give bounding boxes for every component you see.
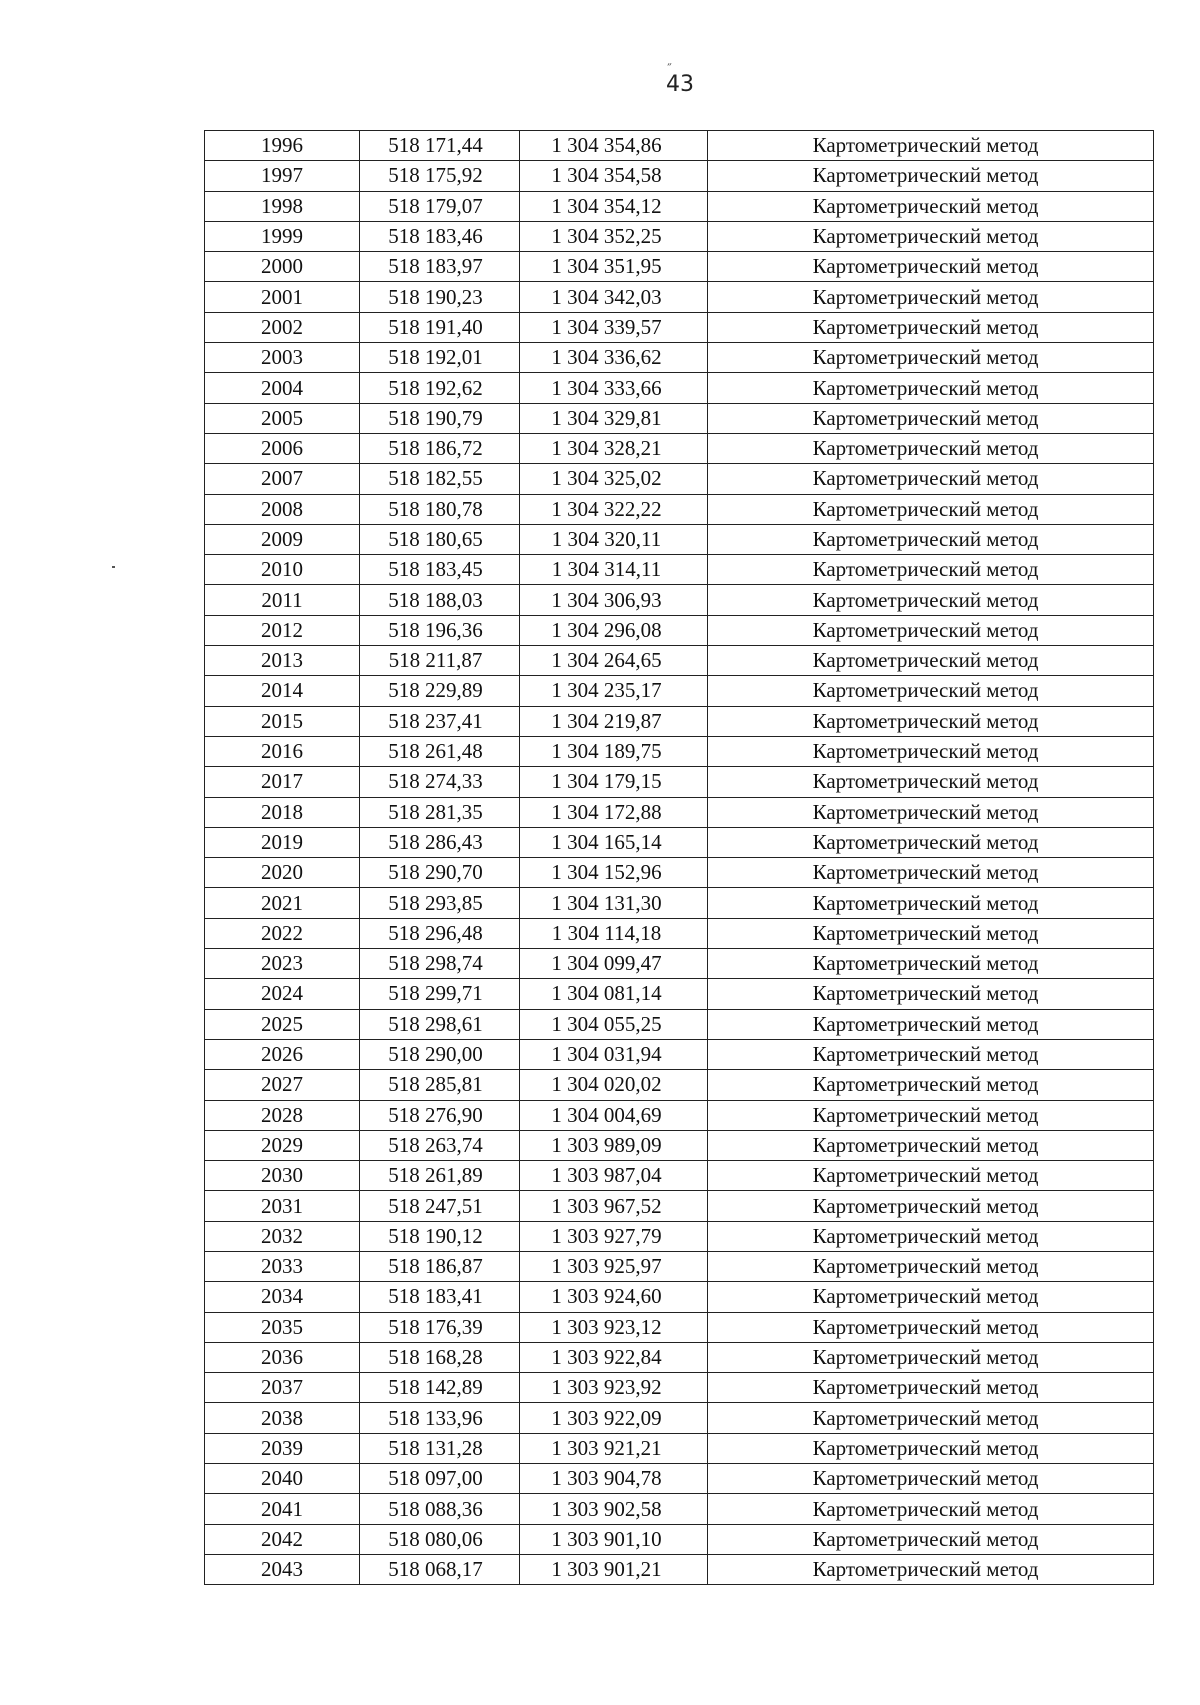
y-coordinate-cell: 1 303 901,21 bbox=[520, 1554, 708, 1584]
method-cell: Картометрический метод bbox=[708, 1009, 1154, 1039]
method-cell: Картометрический метод bbox=[708, 646, 1154, 676]
x-coordinate-cell: 518 142,89 bbox=[360, 1373, 520, 1403]
x-coordinate-cell: 518 237,41 bbox=[360, 706, 520, 736]
y-coordinate-cell: 1 304 020,02 bbox=[520, 1070, 708, 1100]
method-cell: Картометрический метод bbox=[708, 615, 1154, 645]
point-number-cell: 2012 bbox=[205, 615, 360, 645]
table-row bbox=[205, 1342, 1154, 1372]
method-cell: Картометрический метод bbox=[708, 858, 1154, 888]
point-number-cell: 2025 bbox=[205, 1009, 360, 1039]
x-coordinate-cell: 518 183,45 bbox=[360, 555, 520, 585]
table-row bbox=[205, 494, 1154, 524]
y-coordinate-cell: 1 304 354,58 bbox=[520, 161, 708, 191]
table-row bbox=[205, 979, 1154, 1009]
method-cell: Картометрический метод bbox=[708, 585, 1154, 615]
y-coordinate-cell: 1 304 031,94 bbox=[520, 1039, 708, 1069]
method-cell: Картометрический метод bbox=[708, 1251, 1154, 1281]
method-cell: Картометрический метод bbox=[708, 1161, 1154, 1191]
y-coordinate-cell: 1 304 172,88 bbox=[520, 797, 708, 827]
x-coordinate-cell: 518 274,33 bbox=[360, 767, 520, 797]
y-coordinate-cell: 1 304 235,17 bbox=[520, 676, 708, 706]
point-number-cell: 2023 bbox=[205, 949, 360, 979]
table-row bbox=[205, 1373, 1154, 1403]
point-number-cell: 2024 bbox=[205, 979, 360, 1009]
y-coordinate-cell: 1 304 055,25 bbox=[520, 1009, 708, 1039]
y-coordinate-cell: 1 303 967,52 bbox=[520, 1191, 708, 1221]
x-coordinate-cell: 518 190,79 bbox=[360, 403, 520, 433]
method-cell: Картометрический метод bbox=[708, 1282, 1154, 1312]
y-coordinate-cell: 1 303 922,09 bbox=[520, 1403, 708, 1433]
table-row bbox=[205, 949, 1154, 979]
x-coordinate-cell: 518 183,41 bbox=[360, 1282, 520, 1312]
method-cell: Картометрический метод bbox=[708, 1221, 1154, 1251]
point-number-cell: 2038 bbox=[205, 1403, 360, 1433]
table-row bbox=[205, 615, 1154, 645]
method-cell: Картометрический метод bbox=[708, 1494, 1154, 1524]
table-row bbox=[205, 1039, 1154, 1069]
method-cell: Картометрический метод bbox=[708, 1100, 1154, 1130]
method-cell: Картометрический метод bbox=[708, 736, 1154, 766]
method-cell: Картометрический метод bbox=[708, 524, 1154, 554]
table-row bbox=[205, 1282, 1154, 1312]
point-number-cell: 2026 bbox=[205, 1039, 360, 1069]
y-coordinate-cell: 1 304 114,18 bbox=[520, 918, 708, 948]
x-coordinate-cell: 518 182,55 bbox=[360, 464, 520, 494]
x-coordinate-cell: 518 188,03 bbox=[360, 585, 520, 615]
point-number-cell: 2042 bbox=[205, 1524, 360, 1554]
table-row bbox=[205, 1494, 1154, 1524]
table-row bbox=[205, 343, 1154, 373]
x-coordinate-cell: 518 298,74 bbox=[360, 949, 520, 979]
y-coordinate-cell: 1 303 925,97 bbox=[520, 1251, 708, 1281]
point-number-cell: 2006 bbox=[205, 433, 360, 463]
x-coordinate-cell: 518 179,07 bbox=[360, 191, 520, 221]
table-row bbox=[205, 282, 1154, 312]
method-cell: Картометрический метод bbox=[708, 191, 1154, 221]
point-number-cell: 2040 bbox=[205, 1464, 360, 1494]
x-coordinate-cell: 518 068,17 bbox=[360, 1554, 520, 1584]
y-coordinate-cell: 1 304 320,11 bbox=[520, 524, 708, 554]
y-coordinate-cell: 1 304 099,47 bbox=[520, 949, 708, 979]
table-row bbox=[205, 252, 1154, 282]
table-row bbox=[205, 888, 1154, 918]
y-coordinate-cell: 1 304 328,21 bbox=[520, 433, 708, 463]
coordinates-table-body bbox=[205, 131, 1154, 1585]
y-coordinate-cell: 1 303 922,84 bbox=[520, 1342, 708, 1372]
method-cell: Картометрический метод bbox=[708, 949, 1154, 979]
table-row bbox=[205, 464, 1154, 494]
table-row bbox=[205, 1100, 1154, 1130]
scan-tick-mark: ˝ bbox=[666, 62, 672, 76]
point-number-cell: 2019 bbox=[205, 827, 360, 857]
y-coordinate-cell: 1 304 352,25 bbox=[520, 221, 708, 251]
method-cell: Картометрический метод bbox=[708, 312, 1154, 342]
point-number-cell: 2028 bbox=[205, 1100, 360, 1130]
table-row bbox=[205, 1554, 1154, 1584]
x-coordinate-cell: 518 186,72 bbox=[360, 433, 520, 463]
table-row bbox=[205, 1251, 1154, 1281]
y-coordinate-cell: 1 304 354,12 bbox=[520, 191, 708, 221]
method-cell: Картометрический метод bbox=[708, 979, 1154, 1009]
table-row bbox=[205, 797, 1154, 827]
point-number-cell: 2007 bbox=[205, 464, 360, 494]
table-row bbox=[205, 767, 1154, 797]
method-cell: Картометрический метод bbox=[708, 373, 1154, 403]
method-cell: Картометрический метод bbox=[708, 252, 1154, 282]
table-row bbox=[205, 585, 1154, 615]
method-cell: Картометрический метод bbox=[708, 918, 1154, 948]
method-cell: Картометрический метод bbox=[708, 131, 1154, 161]
x-coordinate-cell: 518 196,36 bbox=[360, 615, 520, 645]
point-number-cell: 2020 bbox=[205, 858, 360, 888]
table-row bbox=[205, 1524, 1154, 1554]
y-coordinate-cell: 1 304 325,02 bbox=[520, 464, 708, 494]
y-coordinate-cell: 1 304 342,03 bbox=[520, 282, 708, 312]
x-coordinate-cell: 518 176,39 bbox=[360, 1312, 520, 1342]
method-cell: Картометрический метод bbox=[708, 1403, 1154, 1433]
method-cell: Картометрический метод bbox=[708, 767, 1154, 797]
method-cell: Картометрический метод bbox=[708, 1039, 1154, 1069]
method-cell: Картометрический метод bbox=[708, 1191, 1154, 1221]
x-coordinate-cell: 518 190,23 bbox=[360, 282, 520, 312]
y-coordinate-cell: 1 304 351,95 bbox=[520, 252, 708, 282]
y-coordinate-cell: 1 303 924,60 bbox=[520, 1282, 708, 1312]
point-number-cell: 2022 bbox=[205, 918, 360, 948]
method-cell: Картометрический метод bbox=[708, 888, 1154, 918]
point-number-cell: 2034 bbox=[205, 1282, 360, 1312]
x-coordinate-cell: 518 290,00 bbox=[360, 1039, 520, 1069]
point-number-cell: 2017 bbox=[205, 767, 360, 797]
x-coordinate-cell: 518 296,48 bbox=[360, 918, 520, 948]
method-cell: Картометрический метод bbox=[708, 1342, 1154, 1372]
scan-margin-dot bbox=[112, 566, 115, 568]
point-number-cell: 2013 bbox=[205, 646, 360, 676]
y-coordinate-cell: 1 304 322,22 bbox=[520, 494, 708, 524]
method-cell: Картометрический метод bbox=[708, 1524, 1154, 1554]
table-row bbox=[205, 1464, 1154, 1494]
x-coordinate-cell: 518 088,36 bbox=[360, 1494, 520, 1524]
x-coordinate-cell: 518 276,90 bbox=[360, 1100, 520, 1130]
method-cell: Картометрический метод bbox=[708, 1070, 1154, 1100]
method-cell: Картометрический метод bbox=[708, 706, 1154, 736]
method-cell: Картометрический метод bbox=[708, 1433, 1154, 1463]
table-row bbox=[205, 403, 1154, 433]
point-number-cell: 2003 bbox=[205, 343, 360, 373]
x-coordinate-cell: 518 190,12 bbox=[360, 1221, 520, 1251]
y-coordinate-cell: 1 304 152,96 bbox=[520, 858, 708, 888]
y-coordinate-cell: 1 304 336,62 bbox=[520, 343, 708, 373]
point-number-cell: 2032 bbox=[205, 1221, 360, 1251]
y-coordinate-cell: 1 304 354,86 bbox=[520, 131, 708, 161]
table-row bbox=[205, 433, 1154, 463]
point-number-cell: 2033 bbox=[205, 1251, 360, 1281]
table-row bbox=[205, 646, 1154, 676]
y-coordinate-cell: 1 304 329,81 bbox=[520, 403, 708, 433]
table-row bbox=[205, 1433, 1154, 1463]
method-cell: Картометрический метод bbox=[708, 433, 1154, 463]
table-row bbox=[205, 555, 1154, 585]
x-coordinate-cell: 518 168,28 bbox=[360, 1342, 520, 1372]
x-coordinate-cell: 518 186,87 bbox=[360, 1251, 520, 1281]
method-cell: Картометрический метод bbox=[708, 221, 1154, 251]
table-row bbox=[205, 1009, 1154, 1039]
x-coordinate-cell: 518 247,51 bbox=[360, 1191, 520, 1221]
y-coordinate-cell: 1 304 296,08 bbox=[520, 615, 708, 645]
table-row bbox=[205, 1070, 1154, 1100]
method-cell: Картометрический метод bbox=[708, 1130, 1154, 1160]
x-coordinate-cell: 518 080,06 bbox=[360, 1524, 520, 1554]
page-number: 43 bbox=[666, 72, 694, 97]
table-row bbox=[205, 221, 1154, 251]
table-row bbox=[205, 706, 1154, 736]
x-coordinate-cell: 518 183,46 bbox=[360, 221, 520, 251]
x-coordinate-cell: 518 180,78 bbox=[360, 494, 520, 524]
x-coordinate-cell: 518 298,61 bbox=[360, 1009, 520, 1039]
method-cell: Картометрический метод bbox=[708, 797, 1154, 827]
table-row bbox=[205, 1191, 1154, 1221]
x-coordinate-cell: 518 299,71 bbox=[360, 979, 520, 1009]
x-coordinate-cell: 518 183,97 bbox=[360, 252, 520, 282]
point-number-cell: 1996 bbox=[205, 131, 360, 161]
method-cell: Картометрический метод bbox=[708, 403, 1154, 433]
point-number-cell: 2004 bbox=[205, 373, 360, 403]
x-coordinate-cell: 518 192,01 bbox=[360, 343, 520, 373]
y-coordinate-cell: 1 304 264,65 bbox=[520, 646, 708, 676]
point-number-cell: 2014 bbox=[205, 676, 360, 706]
x-coordinate-cell: 518 097,00 bbox=[360, 1464, 520, 1494]
point-number-cell: 2002 bbox=[205, 312, 360, 342]
y-coordinate-cell: 1 303 923,12 bbox=[520, 1312, 708, 1342]
point-number-cell: 2043 bbox=[205, 1554, 360, 1584]
y-coordinate-cell: 1 304 179,15 bbox=[520, 767, 708, 797]
y-coordinate-cell: 1 304 306,93 bbox=[520, 585, 708, 615]
y-coordinate-cell: 1 303 923,92 bbox=[520, 1373, 708, 1403]
point-number-cell: 1999 bbox=[205, 221, 360, 251]
point-number-cell: 2029 bbox=[205, 1130, 360, 1160]
table-row bbox=[205, 918, 1154, 948]
y-coordinate-cell: 1 303 901,10 bbox=[520, 1524, 708, 1554]
table-row bbox=[205, 1161, 1154, 1191]
point-number-cell: 2018 bbox=[205, 797, 360, 827]
method-cell: Картометрический метод bbox=[708, 494, 1154, 524]
method-cell: Картометрический метод bbox=[708, 1554, 1154, 1584]
x-coordinate-cell: 518 290,70 bbox=[360, 858, 520, 888]
x-coordinate-cell: 518 211,87 bbox=[360, 646, 520, 676]
table-row bbox=[205, 736, 1154, 766]
y-coordinate-cell: 1 304 219,87 bbox=[520, 706, 708, 736]
table-row bbox=[205, 524, 1154, 554]
point-number-cell: 2001 bbox=[205, 282, 360, 312]
x-coordinate-cell: 518 261,89 bbox=[360, 1161, 520, 1191]
x-coordinate-cell: 518 263,74 bbox=[360, 1130, 520, 1160]
table-row bbox=[205, 1312, 1154, 1342]
point-number-cell: 2036 bbox=[205, 1342, 360, 1372]
y-coordinate-cell: 1 303 987,04 bbox=[520, 1161, 708, 1191]
x-coordinate-cell: 518 281,35 bbox=[360, 797, 520, 827]
method-cell: Картометрический метод bbox=[708, 827, 1154, 857]
point-number-cell: 2041 bbox=[205, 1494, 360, 1524]
x-coordinate-cell: 518 171,44 bbox=[360, 131, 520, 161]
table-row bbox=[205, 858, 1154, 888]
method-cell: Картометрический метод bbox=[708, 1464, 1154, 1494]
point-number-cell: 2015 bbox=[205, 706, 360, 736]
x-coordinate-cell: 518 229,89 bbox=[360, 676, 520, 706]
table-row bbox=[205, 1130, 1154, 1160]
y-coordinate-cell: 1 303 904,78 bbox=[520, 1464, 708, 1494]
method-cell: Картометрический метод bbox=[708, 676, 1154, 706]
method-cell: Картометрический метод bbox=[708, 282, 1154, 312]
y-coordinate-cell: 1 304 189,75 bbox=[520, 736, 708, 766]
y-coordinate-cell: 1 303 989,09 bbox=[520, 1130, 708, 1160]
x-coordinate-cell: 518 133,96 bbox=[360, 1403, 520, 1433]
table-row bbox=[205, 131, 1154, 161]
y-coordinate-cell: 1 304 339,57 bbox=[520, 312, 708, 342]
x-coordinate-cell: 518 192,62 bbox=[360, 373, 520, 403]
point-number-cell: 2035 bbox=[205, 1312, 360, 1342]
y-coordinate-cell: 1 304 314,11 bbox=[520, 555, 708, 585]
point-number-cell: 2039 bbox=[205, 1433, 360, 1463]
y-coordinate-cell: 1 304 131,30 bbox=[520, 888, 708, 918]
point-number-cell: 1997 bbox=[205, 161, 360, 191]
point-number-cell: 2011 bbox=[205, 585, 360, 615]
point-number-cell: 1998 bbox=[205, 191, 360, 221]
point-number-cell: 2031 bbox=[205, 1191, 360, 1221]
x-coordinate-cell: 518 261,48 bbox=[360, 736, 520, 766]
y-coordinate-cell: 1 304 333,66 bbox=[520, 373, 708, 403]
table-row bbox=[205, 373, 1154, 403]
method-cell: Картометрический метод bbox=[708, 1373, 1154, 1403]
x-coordinate-cell: 518 293,85 bbox=[360, 888, 520, 918]
point-number-cell: 2030 bbox=[205, 1161, 360, 1191]
table-row bbox=[205, 1403, 1154, 1433]
coordinates-table bbox=[204, 130, 1154, 1585]
method-cell: Картометрический метод bbox=[708, 1312, 1154, 1342]
method-cell: Картометрический метод bbox=[708, 161, 1154, 191]
point-number-cell: 2027 bbox=[205, 1070, 360, 1100]
table-row bbox=[205, 161, 1154, 191]
x-coordinate-cell: 518 180,65 bbox=[360, 524, 520, 554]
y-coordinate-cell: 1 303 927,79 bbox=[520, 1221, 708, 1251]
point-number-cell: 2005 bbox=[205, 403, 360, 433]
point-number-cell: 2010 bbox=[205, 555, 360, 585]
table-row bbox=[205, 1221, 1154, 1251]
method-cell: Картометрический метод bbox=[708, 464, 1154, 494]
point-number-cell: 2008 bbox=[205, 494, 360, 524]
y-coordinate-cell: 1 304 004,69 bbox=[520, 1100, 708, 1130]
table-row bbox=[205, 312, 1154, 342]
table-row bbox=[205, 676, 1154, 706]
y-coordinate-cell: 1 304 081,14 bbox=[520, 979, 708, 1009]
x-coordinate-cell: 518 286,43 bbox=[360, 827, 520, 857]
x-coordinate-cell: 518 285,81 bbox=[360, 1070, 520, 1100]
point-number-cell: 2016 bbox=[205, 736, 360, 766]
point-number-cell: 2021 bbox=[205, 888, 360, 918]
x-coordinate-cell: 518 175,92 bbox=[360, 161, 520, 191]
y-coordinate-cell: 1 303 921,21 bbox=[520, 1433, 708, 1463]
x-coordinate-cell: 518 131,28 bbox=[360, 1433, 520, 1463]
method-cell: Картометрический метод bbox=[708, 343, 1154, 373]
x-coordinate-cell: 518 191,40 bbox=[360, 312, 520, 342]
method-cell: Картометрический метод bbox=[708, 555, 1154, 585]
table-row bbox=[205, 191, 1154, 221]
point-number-cell: 2037 bbox=[205, 1373, 360, 1403]
point-number-cell: 2000 bbox=[205, 252, 360, 282]
point-number-cell: 2009 bbox=[205, 524, 360, 554]
table-row bbox=[205, 827, 1154, 857]
y-coordinate-cell: 1 304 165,14 bbox=[520, 827, 708, 857]
y-coordinate-cell: 1 303 902,58 bbox=[520, 1494, 708, 1524]
